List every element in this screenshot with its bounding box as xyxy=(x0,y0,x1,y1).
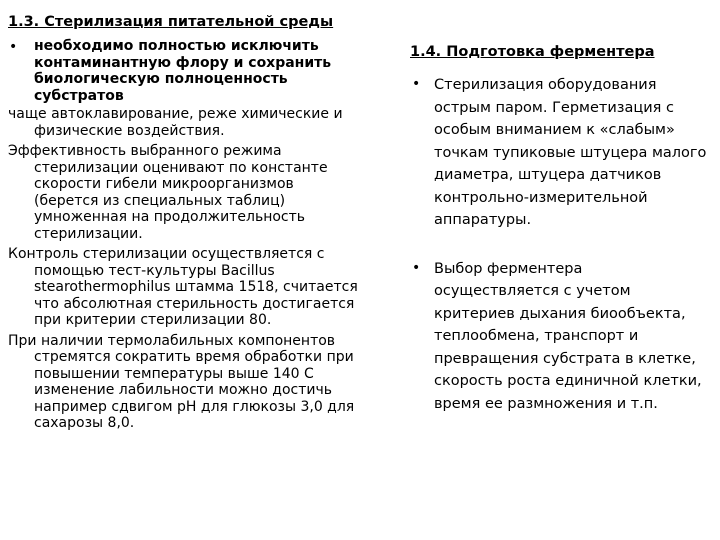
bullet-item xyxy=(410,258,710,416)
bullet-icon: • xyxy=(9,39,18,55)
bullet-text: необходимо полностью исключить контаминантную флору и сохранить биологическую полноценность субстратов xyxy=(34,38,332,104)
left-column xyxy=(8,12,360,432)
section-heading-fermenter: 1.4. Подготовка ферментера xyxy=(410,44,655,60)
bullet-text: Выбор ферментера осуществляется с учетом критериев дыхания биообъекта, теплообмена, транспорт и превращения субстрата в клетке, скорость роста единичной клетки, время ее размножения и т.п. xyxy=(434,260,702,412)
bullet-icon: • xyxy=(412,259,421,276)
right-column xyxy=(410,42,710,415)
paragraph: Контроль стерилизации осуществляется с помощью тест-культуры Bacillus stearothermophilus штамма 1518, считается что абсолютная стерильность достигается при критерии стерилизации 80. xyxy=(8,246,358,328)
section-heading-sterilization: 1.3. Стерилизация питательной среды xyxy=(8,14,334,30)
paragraph: При наличии термолабильных компонентов стремятся сократить время обработки при повышении температуры выше 140 С изменение лабильности можно достичь например сдвигом рН для глюкозы 3,0 для сахарозы 8,0. xyxy=(8,332,355,431)
bullet-item xyxy=(8,38,360,104)
paragraph: Эффективность выбранного режима стерилизации оценивают по константе скорости гибели микроорганизмов (берется из специальных таблиц) умноженная на продолжительность стерилизации. xyxy=(8,143,328,242)
bullet-icon: • xyxy=(412,76,421,92)
bullet-item xyxy=(410,74,710,232)
bullet-text: Стерилизация оборудования острым паром. Герметизация с особым вниманием к «слабым» точкам тупиковые штуцера малого диаметра, штуцера датчиков контрольно-измерительной аппаратуры. xyxy=(434,77,707,228)
paragraph: чаще автоклавирование, реже химические и физические воздействия. xyxy=(8,106,343,139)
